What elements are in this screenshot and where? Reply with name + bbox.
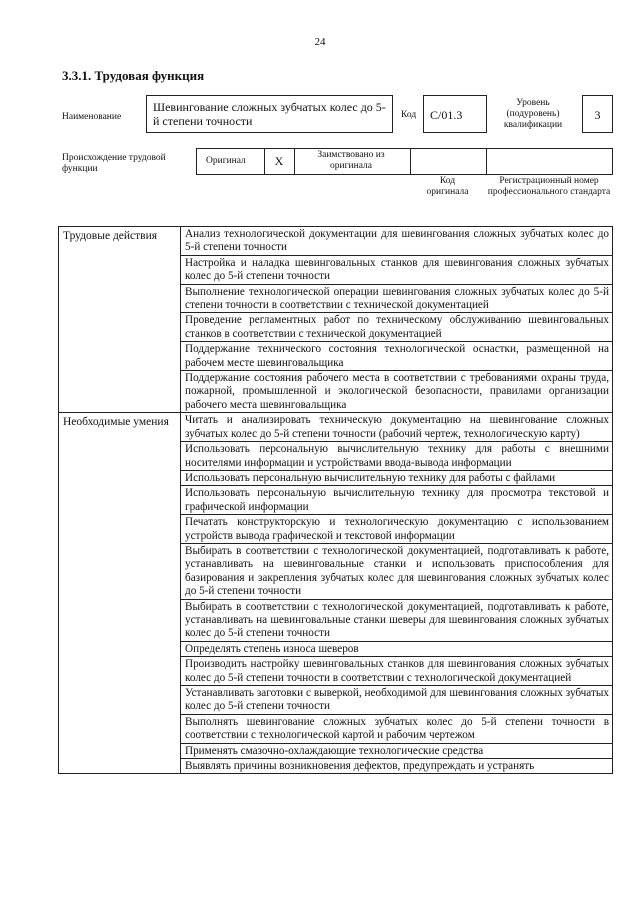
name-value-box <box>146 95 393 133</box>
item-cell: Анализ технологической документации для шевингования сложных зубчатых колес до 5-й степени точности <box>181 227 613 256</box>
code-value-box <box>423 95 487 133</box>
origin-label: Происхождение трудовой функции <box>62 153 166 174</box>
code-value: С/01.3 <box>430 108 463 122</box>
section-title: 3.3.1. Трудовая функция <box>62 68 205 83</box>
level-label: Уровень (подуровень) квалификации <box>503 98 563 130</box>
item-cell: Проведение регламентных работ по техническому обслуживанию шевинговальных станков в соответствии с технической документацией <box>181 313 613 342</box>
code-label: Код <box>401 110 417 120</box>
item-cell: Поддержание состояния рабочего места в соответствии с требованиями охраны труда, пожарной, промышленной и экологической безопасности, правилами организации рабочего места шевинговальщика <box>181 371 613 413</box>
divider <box>294 148 295 175</box>
item-cell: Производить настройку шевинговальных станков для шевингования сложных зубчатых колес до 5-й степени точности в соответствии с технологической документацией <box>181 657 613 686</box>
code-caption: Код оригинала <box>426 176 469 197</box>
table-row <box>59 413 613 442</box>
reg-caption: Регистрационный номер профессионального стандарта <box>487 176 611 197</box>
item-cell: Выполнение технологической операции шевингования сложных зубчатых колес до 5-й степени точности в соответствии с технической документацией <box>181 284 613 313</box>
borrowed-label: Заимствовано из оригинала <box>317 150 385 171</box>
item-cell: Выбирать в соответствии с технологической документацией, подготавливать к работе, устанавливать на шевинговальные станки и использовать приспособления для базирования и закрепления зубчатых колес для шевингования сложных зубчатых колес до 5-й степени точности <box>181 543 613 599</box>
item-cell: Применять смазочно-охлаждающие технологические средства <box>181 743 613 758</box>
table-row <box>59 227 613 256</box>
divider <box>486 148 487 175</box>
item-cell: Печатать конструкторскую и технологическую документацию с использованием устройств вывода графической и текстовой информации <box>181 515 613 544</box>
item-cell: Определять степень износа шеверов <box>181 641 613 656</box>
item-cell: Выбирать в соответствии с технологической документацией, подготавливать к работе, устанавливать на шевинговальные станки шеверы для шевингования сложных зубчатых колес до 5-й степени точности <box>181 599 613 641</box>
level-value: 3 <box>594 108 601 122</box>
item-cell: Использовать персональную вычислительную технику для просмотра текстовой и графической информации <box>181 486 613 515</box>
item-cell: Использовать персональную вычислительную технику для работы с внешними носителями информации и устройствами ввода-вывода информации <box>181 442 613 471</box>
item-cell: Поддержание технического состояния технологической оснастки, размещенной на рабочем месте шевинговальщика <box>181 342 613 371</box>
item-cell: Читать и анализировать техническую документацию на шевингование сложных зубчатых колес до 5-й степени точности (рабочий чертеж, технологическую карту) <box>181 413 613 442</box>
category-cell: Трудовые действия <box>59 227 181 413</box>
item-cell: Выполнять шевингование сложных зубчатых колес до 5-й степени точности в соответствии с технологической картой и рабочим чертежом <box>181 714 613 743</box>
item-cell: Использовать персональную вычислительную технику для работы с файлами <box>181 470 613 485</box>
original-label: Оригинал <box>206 156 246 166</box>
name-value: Шевингование сложных зубчатых колес до 5-й степени точности <box>153 100 386 128</box>
name-label: Наименование <box>62 112 122 122</box>
item-cell: Выявлять причины возникновения дефектов, предупреждать и устранять <box>181 759 613 774</box>
divider <box>410 148 411 175</box>
item-cell: Устанавливать заготовки с выверкой, необходимой для шевингования сложных зубчатых колес до 5-й степени точности <box>181 686 613 715</box>
item-cell: Настройка и наладка шевинговальных станков для шевингования сложных зубчатых колес до 5-й степени точности <box>181 255 613 284</box>
page-number: 24 <box>314 36 326 48</box>
category-cell: Необходимые умения <box>59 413 181 774</box>
level-value-box <box>582 95 613 133</box>
function-table <box>58 226 613 774</box>
original-mark: X <box>274 154 284 168</box>
